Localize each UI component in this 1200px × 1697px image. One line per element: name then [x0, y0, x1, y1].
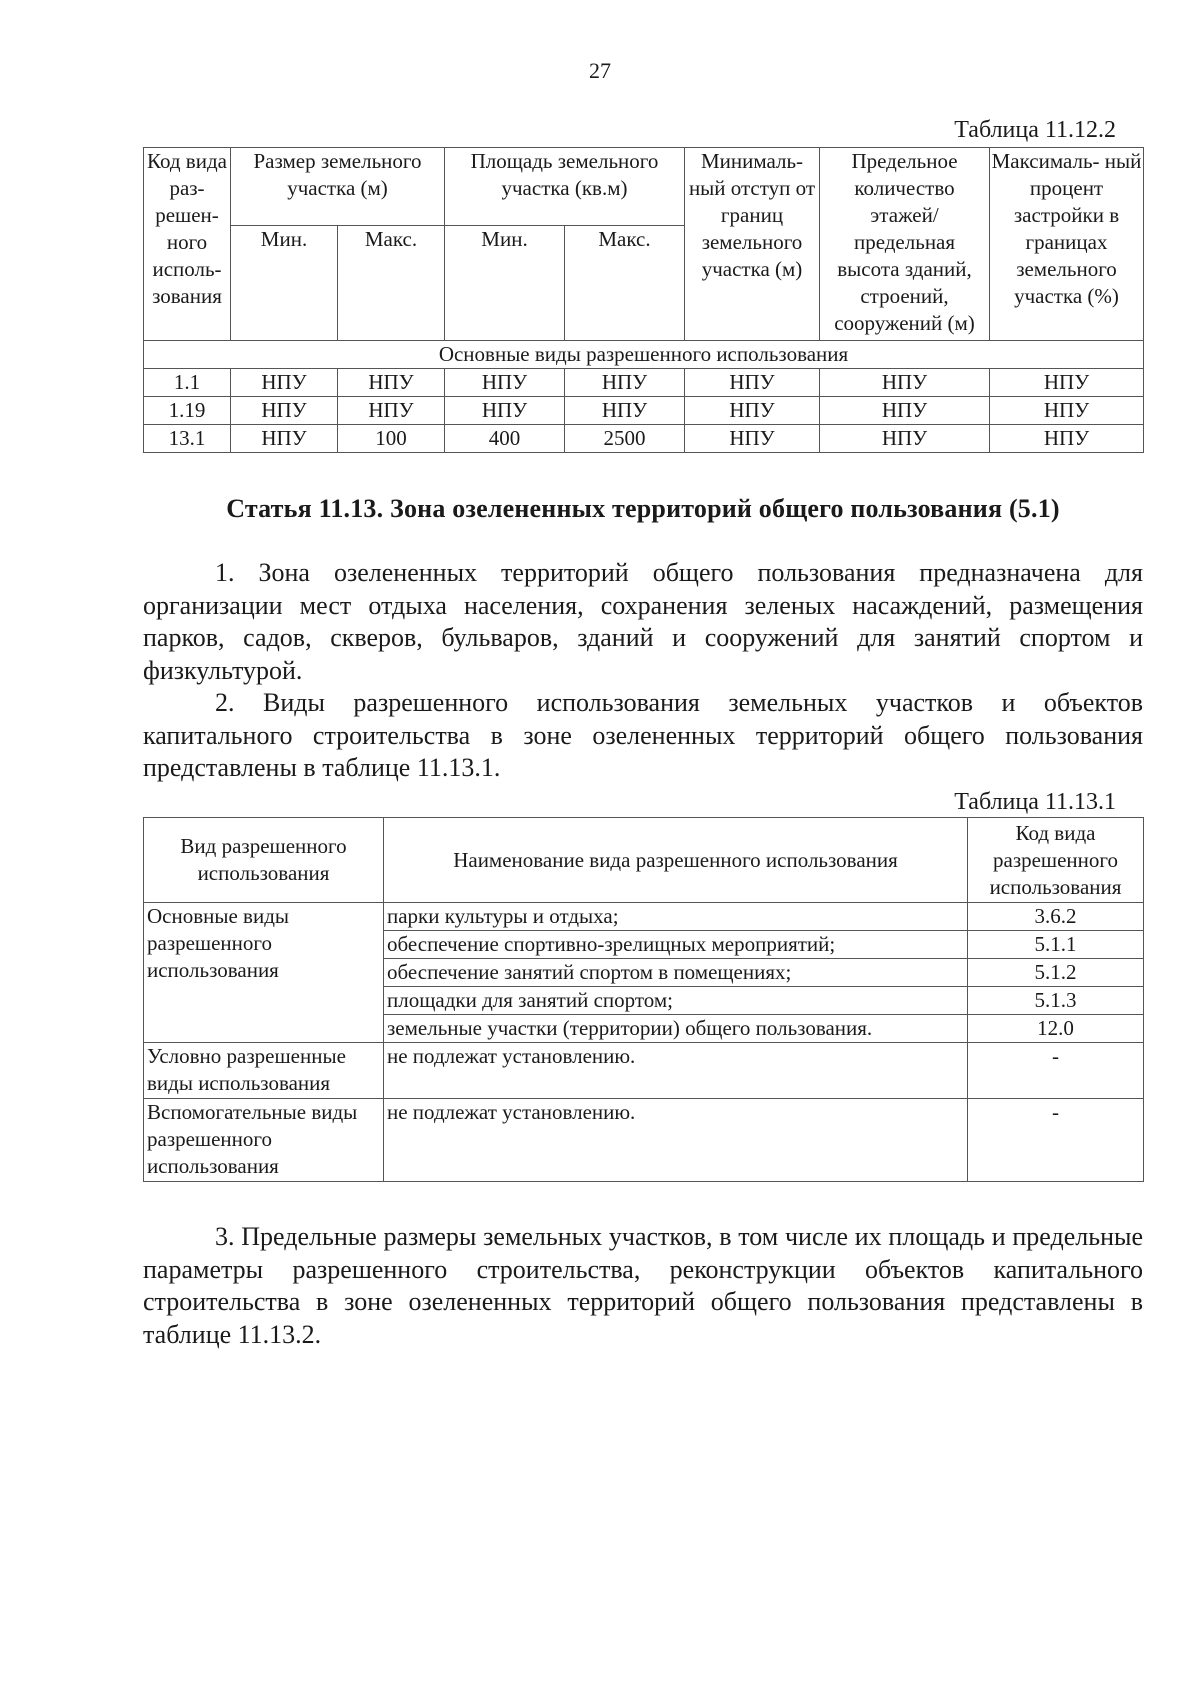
table-row [144, 425, 1144, 453]
header-size: Размер земельного участка (м) [231, 148, 445, 226]
table-row [144, 397, 1144, 425]
use-code: 3.6.2 [968, 903, 1144, 931]
header-area: Площадь земельного участка (кв.м) [445, 148, 685, 226]
use-code: 5.1.2 [968, 959, 1144, 987]
table-cell: НПУ [820, 397, 990, 425]
article-paragraph-1: 1. Зона озелененных территорий общего пользования предназначена для организации мест отдыха населения, сохранения зеленых насаждений, размещения парков, садов, скверов, бульваров, зданий и сооружений для занятий спортом и физкультурой. [143, 558, 1143, 685]
group-label-main: Основные виды разрешенного использования [144, 903, 384, 1043]
table-cell: 400 [445, 425, 565, 453]
table-cell: 100 [338, 425, 445, 453]
article-heading: Статья 11.13. Зона озелененных территорий общего пользования (5.1) [226, 494, 1060, 523]
table-cell: 1.1 [144, 369, 231, 397]
table-row [144, 1099, 1144, 1182]
table-cell: НПУ [565, 397, 685, 425]
permitted-use-table-11-13-1 [143, 817, 1144, 1182]
table-cell: НПУ [445, 369, 565, 397]
use-name: земельные участки (территории) общего пользования. [384, 1015, 968, 1043]
use-code: - [968, 1043, 1144, 1099]
header-setback: Минималь- ный отступ от границ земельного участка (м) [685, 148, 820, 341]
use-code: - [968, 1099, 1144, 1182]
table-cell: НПУ [338, 397, 445, 425]
use-code: 12.0 [968, 1015, 1144, 1043]
use-name: площадки для занятий спортом; [384, 987, 968, 1015]
table-cell: НПУ [565, 369, 685, 397]
header-use-type: Вид разрешенного использования [144, 818, 384, 903]
table-cell: НПУ [338, 369, 445, 397]
page-number: 27 [589, 58, 611, 83]
header-use-name: Наименование вида разрешенного использования [384, 818, 968, 903]
header-area-max: Макс. [565, 226, 685, 341]
table-cell: НПУ [685, 369, 820, 397]
table-cell: НПУ [820, 425, 990, 453]
use-name: парки культуры и отдыха; [384, 903, 968, 931]
article-paragraph-2: 2. Виды разрешенного использования земельных участков и объектов капитального строительства в зоне озелененных территорий общего пользования представлены в таблице 11.13.1. [143, 688, 1143, 782]
limits-table-11-12-2 [143, 147, 1144, 453]
use-name: не подлежат установлению. [384, 1043, 968, 1099]
section-row-label: Основные виды разрешенного использования [144, 341, 1144, 369]
article-paragraph-3: 3. Предельные размеры земельных участков, в том числе их площадь и предельные параметры разрешенного строительства, реконструкции объектов капитального строительства в зоне озелененных территорий общего пользования представлены в таблице 11.13.2. [143, 1222, 1143, 1349]
table-cell: НПУ [820, 369, 990, 397]
header-percent: Максималь- ный процент застройки в границах земельного участка (%) [990, 148, 1144, 341]
use-name: не подлежат установлению. [384, 1099, 968, 1182]
table-cell: НПУ [231, 425, 338, 453]
table-caption-11-13-1: Таблица 11.13.1 [954, 789, 1116, 815]
header-size-min: Мин. [231, 226, 338, 341]
table-cell: НПУ [445, 397, 565, 425]
table-cell: НПУ [990, 397, 1144, 425]
table-row [144, 1043, 1144, 1099]
table-cell: 13.1 [144, 425, 231, 453]
table-cell: НПУ [990, 425, 1144, 453]
table-cell: НПУ [231, 369, 338, 397]
use-code: 5.1.3 [968, 987, 1144, 1015]
table-cell: 1.19 [144, 397, 231, 425]
use-name: обеспечение спортивно-зрелищных мероприятий; [384, 931, 968, 959]
use-name: обеспечение занятий спортом в помещениях; [384, 959, 968, 987]
table-caption-11-12-2: Таблица 11.12.2 [954, 117, 1116, 143]
use-code: 5.1.1 [968, 931, 1144, 959]
header-floors: Предельное количество этажей/ предельная высота зданий, строений, сооружений (м) [820, 148, 990, 341]
group-label-conditional: Условно разрешенные виды использования [144, 1043, 384, 1099]
header-size-max: Макс. [338, 226, 445, 341]
table-row [144, 369, 1144, 397]
table-cell: 2500 [565, 425, 685, 453]
header-use-code: Код вида разрешенного использования [968, 818, 1144, 903]
header-code: Код вида раз- решен- ного исполь- зования [144, 148, 231, 341]
header-area-min: Мин. [445, 226, 565, 341]
table-cell: НПУ [685, 425, 820, 453]
table-cell: НПУ [990, 369, 1144, 397]
table-row [144, 903, 1144, 931]
table-cell: НПУ [685, 397, 820, 425]
group-label-auxiliary: Вспомогательные виды разрешенного использования [144, 1099, 384, 1182]
table-cell: НПУ [231, 397, 338, 425]
